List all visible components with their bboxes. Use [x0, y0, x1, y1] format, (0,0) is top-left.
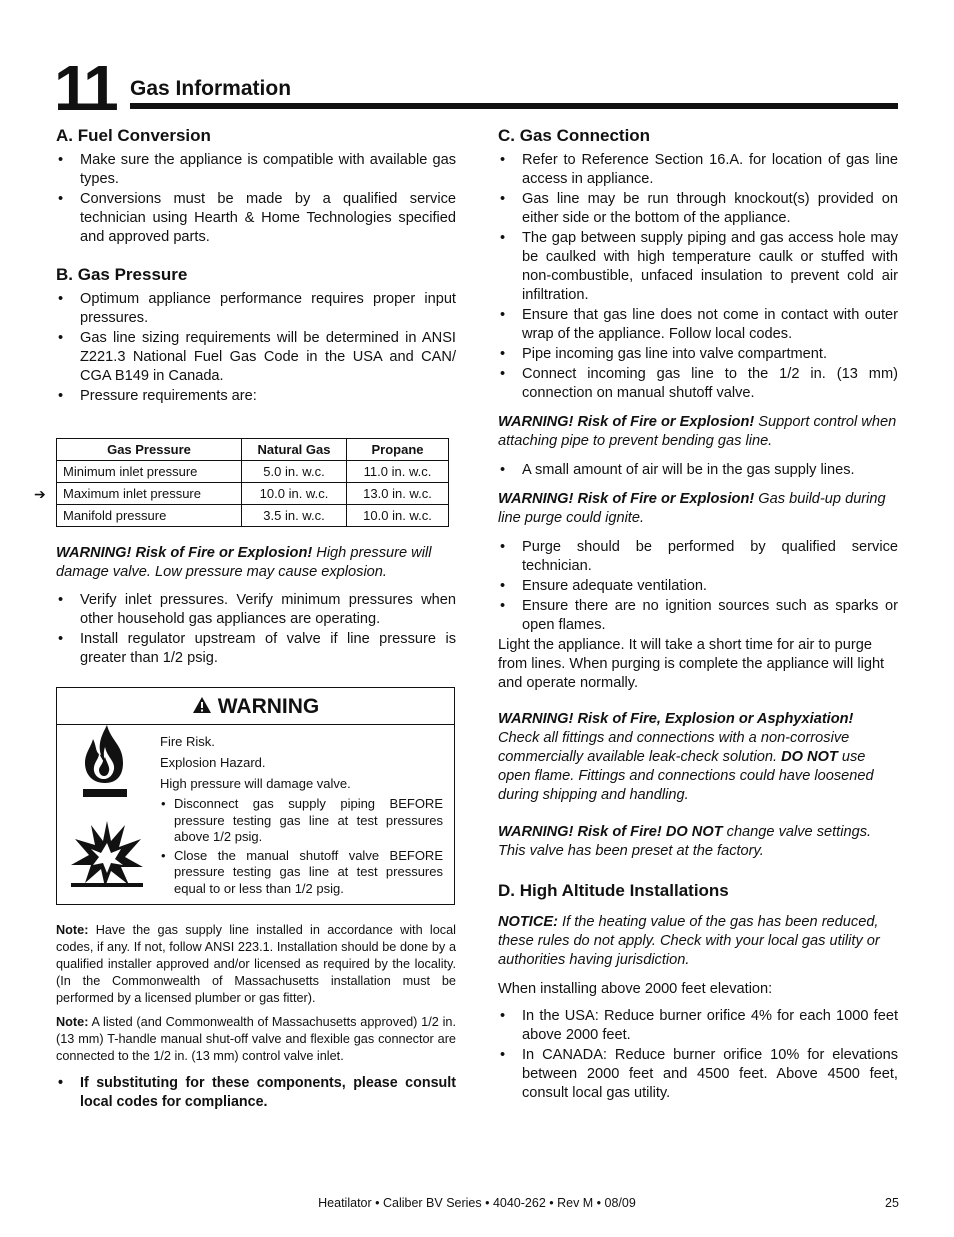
list-item: • If substituting for these components, please consult local codes for compliance.	[56, 1074, 456, 1112]
list-item: • Ensure that gas line does not come in contact with outer wrap of the appliance. Follow local codes.	[498, 306, 898, 344]
connection-warning-2	[498, 490, 898, 528]
list-item: • Purge should be performed by qualified service technician.	[498, 538, 898, 576]
table-cell: 10.0 in. w.c.	[347, 505, 449, 527]
list-item: • Conversions must be made by a qualified service technician using Hearth & Home Technologies specified and approved parts.	[56, 190, 456, 247]
warning-box-list	[160, 796, 443, 897]
warning-box-header	[57, 688, 454, 725]
note-1	[56, 922, 456, 1007]
notice-lead: NOTICE:	[498, 914, 558, 930]
list-item: • Make sure the appliance is compatible with available gas types.	[56, 151, 456, 189]
warning-box-title: WARNING	[217, 695, 320, 718]
warning-lead: WARNING! Risk of Fire or Explosion!	[498, 414, 755, 430]
warning-triangle-icon	[192, 696, 212, 714]
note-label: Note:	[56, 1015, 89, 1029]
warning-line: High pressure will damage valve.	[160, 776, 351, 791]
list-item: • Install regulator upstream of valve if line pressure is greater than 1/2 psig.	[56, 630, 456, 668]
pressure-warning	[56, 544, 456, 582]
warning-line: Explosion Hazard.	[160, 755, 266, 770]
pressure-table	[56, 438, 449, 527]
list-item: • Optimum appliance performance requires proper input pressures.	[56, 290, 456, 328]
warning-box-text	[160, 733, 443, 899]
list-item: • Verify inlet pressures. Verify minimum pressures when other household gas appliances are operating.	[56, 591, 456, 629]
warning-box	[56, 687, 455, 905]
list-item: • Close the manual shutoff valve BEFORE pressure testing gas line at test pressures equal to or less than 1/2 psig.	[160, 848, 443, 898]
explosion-icon	[71, 821, 143, 887]
warning-text: Support control when attaching pipe to prevent bending gas line.	[498, 414, 897, 449]
fuel-conversion-heading: A. Fuel Conversion	[56, 126, 211, 145]
list-item: • Pressure requirements are:	[56, 387, 456, 406]
gas-connection-heading: C. Gas Connection	[498, 126, 651, 145]
table-row	[57, 505, 449, 527]
table-cell: Manifold pressure	[57, 505, 242, 527]
note-2	[56, 1014, 456, 1065]
note-text: A listed (and Commonwealth of Massachusetts approved) 1/2 in. (13 mm) T-handle manual shut-off valve and flexible gas connector are connected to the 1/2 in. (13 mm) control valve inlet.	[56, 1015, 456, 1063]
purge-list	[498, 538, 898, 635]
light-appliance-text: Light the appliance. It will take a short time for air to purge from lines. When purging is complete the appliance will light and operate normally.	[498, 637, 885, 691]
high-altitude-heading: D. High Altitude Installations	[498, 881, 729, 900]
list-item: • Connect incoming gas line to the 1/2 in. (13 mm) connection on manual shutoff valve.	[498, 365, 898, 403]
substitute-list	[56, 1074, 456, 1112]
list-item: • Ensure adequate ventilation.	[498, 577, 898, 596]
right-column	[498, 126, 898, 1104]
chapter-number: 11	[54, 52, 116, 124]
warning-text: High pressure will damage valve. Low pressure may cause explosion.	[56, 545, 432, 580]
pressure-table-wrap	[34, 438, 456, 527]
warning-emphasis: DO NOT	[781, 749, 838, 765]
fuel-conversion-list	[56, 151, 456, 247]
list-item: • In the USA: Reduce burner orifice 4% for each 1000 feet above 2000 feet.	[498, 1007, 898, 1045]
warning-text: use open flame. Fittings and connections could have loosened during shipping and handling.	[498, 749, 874, 803]
table-row	[57, 483, 449, 505]
connection-warning-3	[498, 710, 898, 805]
warning-lead: WARNING! Risk of Fire, Explosion or Asphyxiation!	[498, 711, 854, 727]
connection-warning-4	[498, 823, 898, 861]
warning-lead: WARNING! Risk of Fire! DO NOT	[498, 824, 723, 840]
table-row	[57, 461, 449, 483]
note-text: Have the gas supply line installed in accordance with local codes, if any. If not, follow ANSI 223.1. Installation should be done by a qualified installer approved and/or licensed as required by the locality. (In the Commonwealth of Massachusetts installation must be performed by a licensed plumber or gas fitter).	[56, 923, 456, 1005]
list-item: • Ensure there are no ignition sources such as sparks or open flames.	[498, 597, 898, 635]
title-rule	[130, 103, 898, 109]
gas-pressure-list	[56, 290, 456, 406]
warning-lead: WARNING! Risk of Fire or Explosion!	[498, 491, 755, 507]
list-item: • A small amount of air will be in the gas supply lines.	[498, 461, 898, 480]
table-cell: 11.0 in. w.c.	[347, 461, 449, 483]
table-cell: 5.0 in. w.c.	[242, 461, 347, 483]
gas-pressure-heading: B. Gas Pressure	[56, 265, 188, 284]
table-header-row	[57, 439, 449, 461]
warning-text: Check all fittings and connections with a non-corrosive commercially available leak-check solution.	[498, 730, 850, 765]
table-header: Propane	[347, 439, 449, 461]
warning-text: Gas build-up during line purge could ignite.	[498, 491, 886, 526]
fire-icon	[77, 723, 133, 803]
table-cell: 13.0 in. w.c.	[347, 483, 449, 505]
note-label: Note:	[56, 923, 89, 937]
pressure-verify-list	[56, 591, 456, 668]
air-list	[498, 461, 898, 480]
list-item: • Disconnect gas supply piping BEFORE pressure testing gas line at test pressures above 1/2 psig.	[160, 796, 443, 846]
list-item: • The gap between supply piping and gas access hole may be caulked with high temperature caulk or stuffed with non-combustible, unfaced insulation to prevent cold air infiltration.	[498, 229, 898, 305]
altitude-list	[498, 1007, 898, 1103]
row-marker-arrow-icon: ➔	[34, 486, 46, 502]
footer-text: Heatilator • Caliber BV Series • 4040-262 • Rev M • 08/09	[318, 1196, 636, 1210]
altitude-notice	[498, 913, 898, 970]
warning-lead: WARNING! Risk of Fire or Explosion!	[56, 545, 313, 561]
table-cell: 10.0 in. w.c.	[242, 483, 347, 505]
list-item: • Gas line may be run through knockout(s) provided on either side or the bottom of the appliance.	[498, 190, 898, 228]
altitude-intro: When installing above 2000 feet elevation:	[498, 981, 773, 997]
page-number: 25	[885, 1196, 899, 1210]
gas-connection-list	[498, 151, 898, 403]
table-cell: 3.5 in. w.c.	[242, 505, 347, 527]
left-column	[34, 126, 456, 1113]
table-cell: Maximum inlet pressure	[57, 483, 242, 505]
list-item: • Pipe incoming gas line into valve compartment.	[498, 345, 898, 364]
notice-text: If the heating value of the gas has been reduced, these rules do not apply. Check with your local gas utility or authorities having jurisdiction.	[498, 914, 880, 968]
table-header: Natural Gas	[242, 439, 347, 461]
list-item: • In CANADA: Reduce burner orifice 10% for elevations between 2000 feet and 4500 feet. Above 4500 feet, consult local gas utility.	[498, 1046, 898, 1103]
table-cell: Minimum inlet pressure	[57, 461, 242, 483]
connection-warning-1	[498, 413, 898, 451]
page-title: Gas Information	[130, 77, 292, 100]
table-header: Gas Pressure	[57, 439, 242, 461]
warning-text: change valve settings. This valve has been preset at the factory.	[498, 824, 872, 859]
list-item: • Refer to Reference Section 16.A. for location of gas line access in appliance.	[498, 151, 898, 189]
list-item: • Gas line sizing requirements will be determined in ANSI Z221.3 National Fuel Gas Code in the USA and CAN/ CGA B149 in Canada.	[56, 329, 456, 386]
warning-line: Fire Risk.	[160, 734, 215, 749]
